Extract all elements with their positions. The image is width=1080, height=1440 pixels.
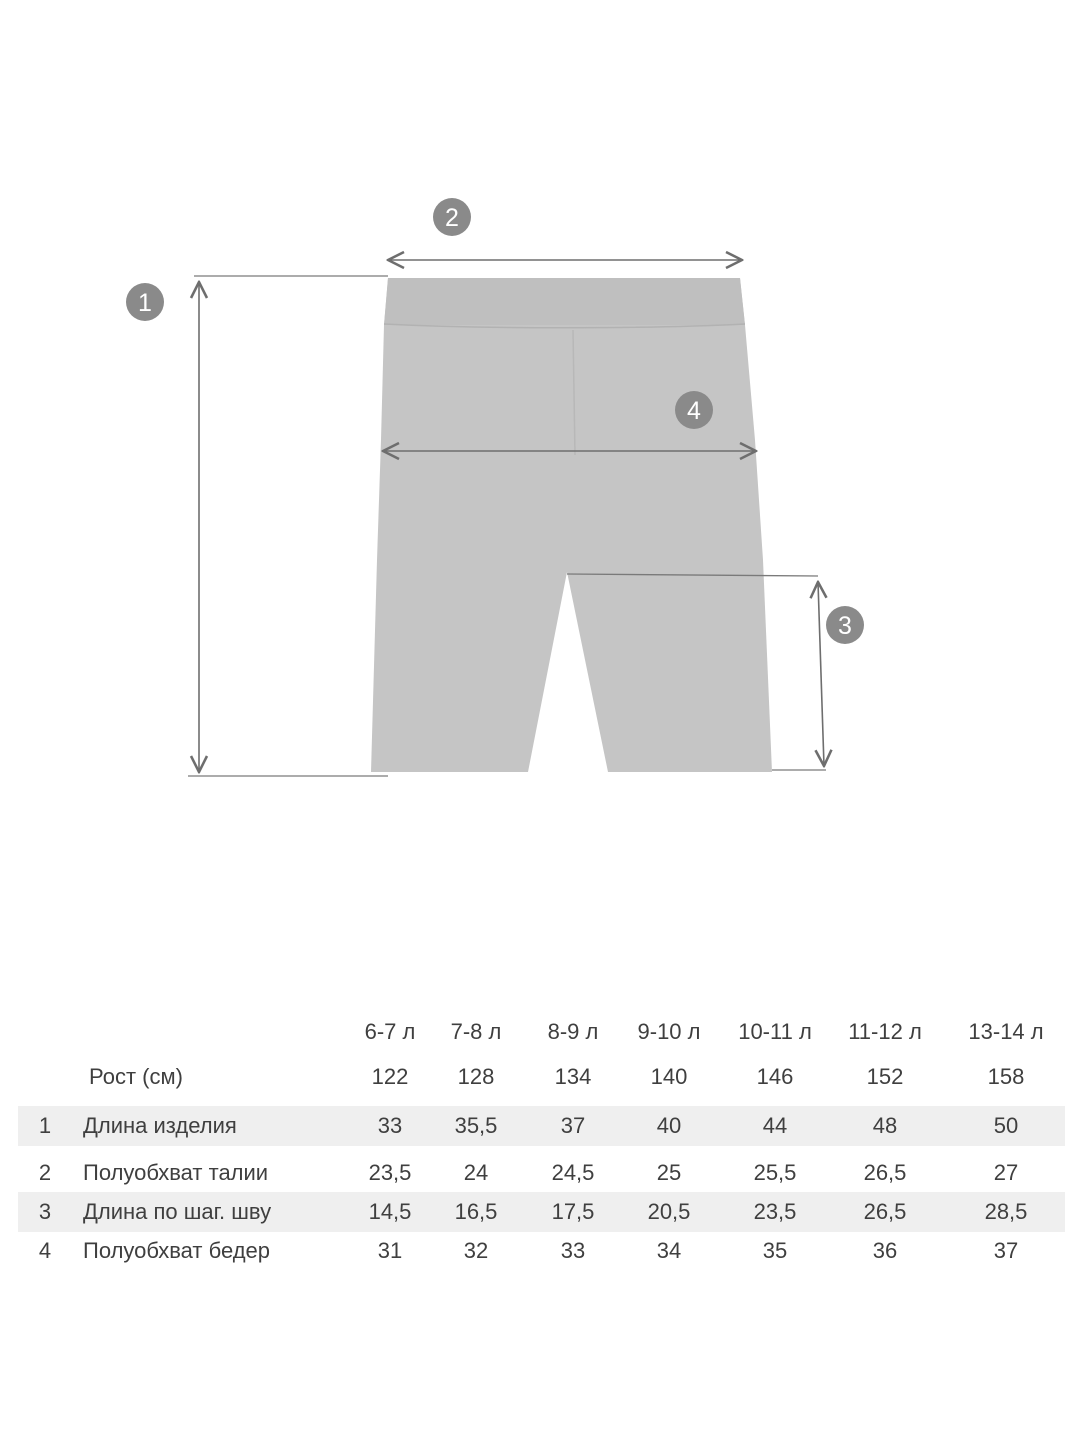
table-cell: 40 (656, 1113, 682, 1138)
row-label: Рост (см) (89, 1064, 183, 1089)
table-cell: 48 (872, 1113, 898, 1138)
table-cell: 26,5 (863, 1160, 907, 1185)
size-header: 11-12 л (848, 1019, 922, 1044)
waistband (384, 278, 745, 325)
svg-text:4: 4 (687, 397, 701, 425)
table-cell: 27 (993, 1160, 1019, 1185)
row-index: 2 (38, 1160, 52, 1185)
table-cell: 140 (650, 1064, 688, 1089)
size-header: 9-10 л (637, 1019, 701, 1044)
size-header: 10-11 л (738, 1019, 812, 1044)
size-header: 8-9 л (547, 1019, 599, 1044)
table-cell: 25 (656, 1160, 682, 1185)
table-cell: 33 (377, 1113, 403, 1138)
table-cell: 128 (457, 1064, 495, 1089)
table-row (18, 1153, 1065, 1193)
row-label: Длина по шаг. шву (83, 1199, 272, 1224)
shorts-silhouette (371, 278, 772, 772)
row-label: Полуобхват талии (83, 1160, 269, 1185)
table-cell: 23,5 (753, 1199, 797, 1224)
table-cell: 20,5 (647, 1199, 691, 1224)
height-row (18, 1057, 1065, 1097)
table-cell: 36 (872, 1238, 898, 1263)
table-cell: 17,5 (551, 1199, 595, 1224)
table-cell: 37 (560, 1113, 586, 1138)
badge-1 (126, 283, 164, 321)
row-index: 4 (38, 1238, 52, 1263)
measure-length (188, 276, 388, 776)
table-row (18, 1231, 1065, 1271)
table-cell: 146 (756, 1064, 794, 1089)
table-cell: 25,5 (753, 1160, 797, 1185)
table-cell: 37 (993, 1238, 1019, 1263)
table-cell: 33 (560, 1238, 586, 1263)
size-header: 6-7 л (364, 1019, 416, 1044)
table-cell: 28,5 (984, 1199, 1028, 1224)
svg-text:3: 3 (838, 612, 852, 640)
table-cell: 34 (656, 1238, 682, 1263)
svg-text:1: 1 (138, 289, 152, 317)
row-label: Длина изделия (83, 1113, 237, 1138)
table-cell: 23,5 (368, 1160, 412, 1185)
table-row (18, 1106, 1065, 1146)
row-index: 1 (38, 1113, 52, 1138)
size-header: 7-8 л (450, 1019, 502, 1044)
table-cell: 24 (463, 1160, 489, 1185)
table-cell: 24,5 (551, 1160, 595, 1185)
table-cell: 122 (371, 1064, 409, 1089)
table-cell: 158 (987, 1064, 1025, 1089)
badge-2 (433, 198, 471, 236)
table-cell: 26,5 (863, 1199, 907, 1224)
table-cell: 134 (554, 1064, 592, 1089)
table-cell: 44 (762, 1113, 788, 1138)
table-cell: 50 (993, 1113, 1019, 1138)
size-header-row (18, 1012, 1065, 1052)
svg-text:2: 2 (445, 204, 459, 232)
table-cell: 35,5 (454, 1113, 498, 1138)
size-header: 13-14 л (968, 1019, 1044, 1044)
table-row (18, 1192, 1065, 1232)
table-cell: 32 (463, 1238, 489, 1263)
row-index: 3 (38, 1199, 52, 1224)
table-cell: 16,5 (454, 1199, 498, 1224)
table-cell: 31 (377, 1238, 403, 1263)
badge-3 (826, 606, 864, 644)
table-cell: 152 (866, 1064, 904, 1089)
row-label: Полуобхват бедер (83, 1238, 271, 1263)
table-cell: 35 (762, 1238, 788, 1263)
badge-4 (675, 391, 713, 429)
table-cell: 14,5 (368, 1199, 412, 1224)
